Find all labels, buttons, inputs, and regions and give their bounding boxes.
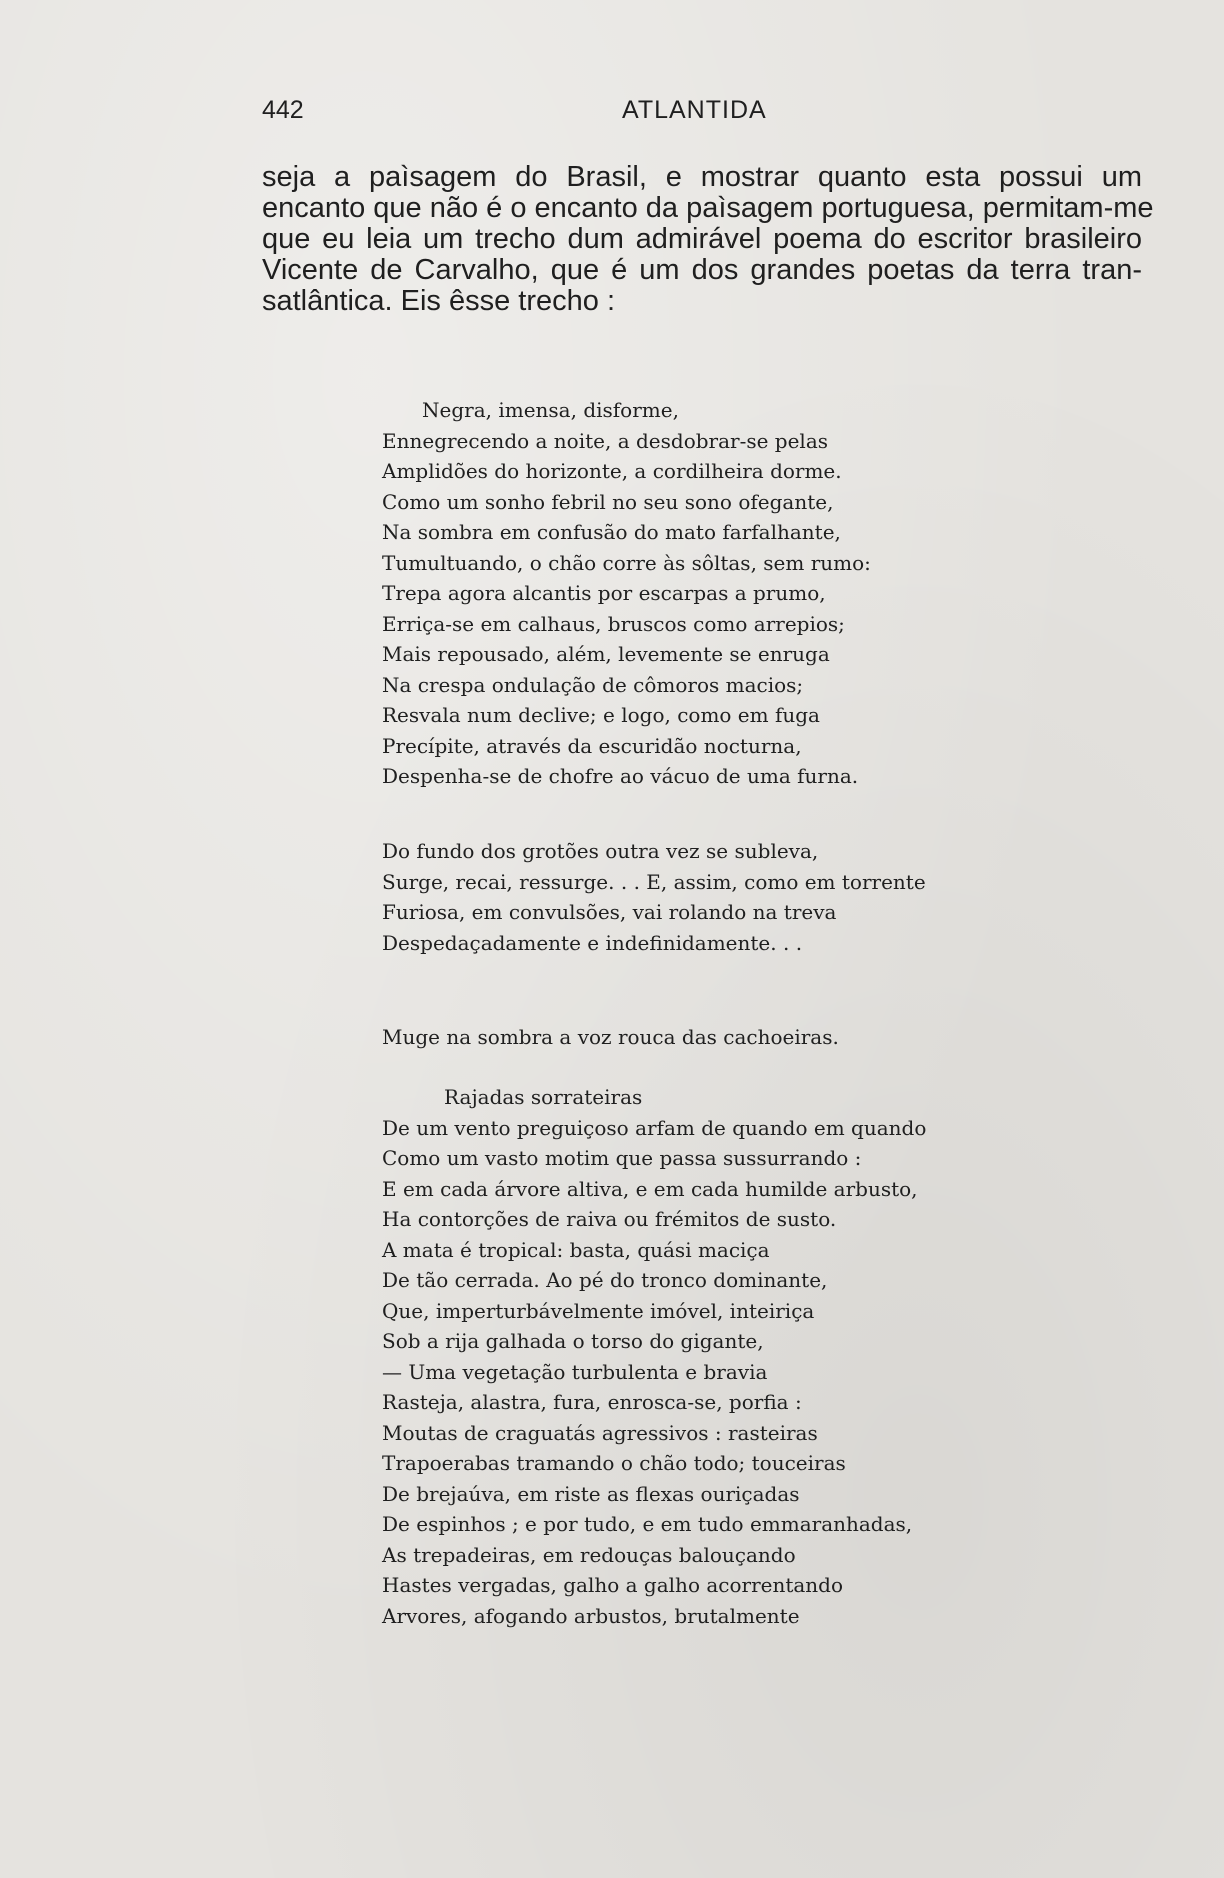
poem-verse: Erriça-se em calhaus, bruscos como arrepios; [382, 611, 845, 636]
poem-verse: Como um vasto motim que passa sussurrando : [382, 1146, 862, 1170]
poem-verse: De um vento preguiçoso arfam de quando em quando [382, 1115, 927, 1140]
poem-verse: Trepa agora alcantis por escarpas a prumo, [382, 581, 826, 605]
intro-paragraph [262, 161, 1154, 317]
poem-verse: Sob a rija galhada o torso do gigante, [382, 1329, 764, 1353]
poem-verse: Despedaçadamente e indefinidamente. . . [382, 930, 803, 955]
poem-verse: De espinhos ; e por tudo, e em tudo emmaranhadas, [382, 1512, 913, 1536]
poem-verse: Na crespa ondulação de cômoros macios; [382, 672, 804, 697]
intro-line: encanto que não é o encanto da paìsagem portuguesa, permitam-me [262, 192, 1154, 224]
poem-verse: Rajadas sorrateiras [444, 1085, 643, 1109]
poem-verse: Furiosa, em convulsões, vai rolando na treva [382, 900, 837, 924]
poem-verse: Moutas de craguatás agressivos : rasteiras [382, 1420, 818, 1445]
poem-verse: Arvores, afogando arbustos, brutalmente [382, 1603, 800, 1628]
poem-stanza-1 [382, 395, 1032, 792]
intro-line: satlântica. Eis êsse trecho : [262, 285, 615, 317]
poem-verse: Precípite, através da escuridão nocturna, [382, 733, 802, 758]
poem-stanza-3 [382, 1022, 1032, 1053]
intro-line: que eu leia um trecho dum admirável poema do escritor brasileiro [262, 223, 1142, 255]
poem-verse: A mata é tropical: basta, quási maciça [382, 1237, 770, 1262]
poem-verse: Trapoerabas tramando o chão todo; touceiras [382, 1451, 846, 1475]
poem-verse: Tumultuando, o chão corre às sôltas, sem rumo: [382, 550, 871, 575]
poem-verse: Negra, imensa, disforme, [422, 398, 679, 422]
poem-verse: Que, imperturbávelmente imóvel, inteiriça [382, 1298, 815, 1323]
poem-verse: Despenha-se de chofre ao vácuo de uma furna. [382, 764, 859, 788]
intro-line: seja a paìsagem do Brasil, e mostrar quanto esta possui um [262, 161, 1142, 193]
poem-verse: Muge na sombra a voz rouca das cachoeiras. [382, 1025, 839, 1049]
poem-verse: Ennegrecendo a noite, a desdobrar-se pelas [382, 428, 829, 453]
poem-stanza-4 [382, 1082, 1032, 1631]
page-header [262, 96, 1144, 130]
poem-verse: Do fundo dos grotões outra vez se subleva, [382, 839, 819, 863]
poem-verse: Hastes vergadas, galho a galho acorrentando [382, 1573, 844, 1597]
running-title: ATLANTIDA [622, 96, 767, 124]
poem-verse: E em cada árvore altiva, e em cada humilde arbusto, [382, 1176, 918, 1201]
poem-verse: As trepadeiras, em redouças balouçando [382, 1542, 796, 1567]
poem-stanza-2 [382, 836, 1032, 958]
poem-verse: Amplidões do horizonte, a cordilheira dorme. [382, 459, 842, 483]
poem-verse: Mais repousado, além, levemente se enruga [382, 642, 830, 666]
poem-verse: Resvala num declive; e logo, como em fuga [382, 703, 820, 727]
poem-verse: Rasteja, alastra, fura, enrosca-se, porfia : [382, 1390, 802, 1414]
poem-verse: Ha contorções de raiva ou frémitos de susto. [382, 1207, 837, 1231]
poem-verse: Como um sonho febril no seu sono ofegante, [382, 489, 834, 514]
poem-verse: De brejaúva, em riste as flexas ouriçadas [382, 1481, 800, 1506]
intro-line: Vicente de Carvalho, que é um dos grandes poetas da terra tran- [262, 254, 1142, 286]
poem-verse: Na sombra em confusão do mato farfalhante, [382, 520, 841, 544]
poem-verse: — Uma vegetação turbulenta e bravia [382, 1359, 768, 1384]
page-number: 442 [262, 96, 304, 124]
poem-verse: De tão cerrada. Ao pé do tronco dominante, [382, 1268, 828, 1292]
poem-verse: Surge, recai, ressurge. . . E, assim, como em torrente [382, 869, 926, 894]
